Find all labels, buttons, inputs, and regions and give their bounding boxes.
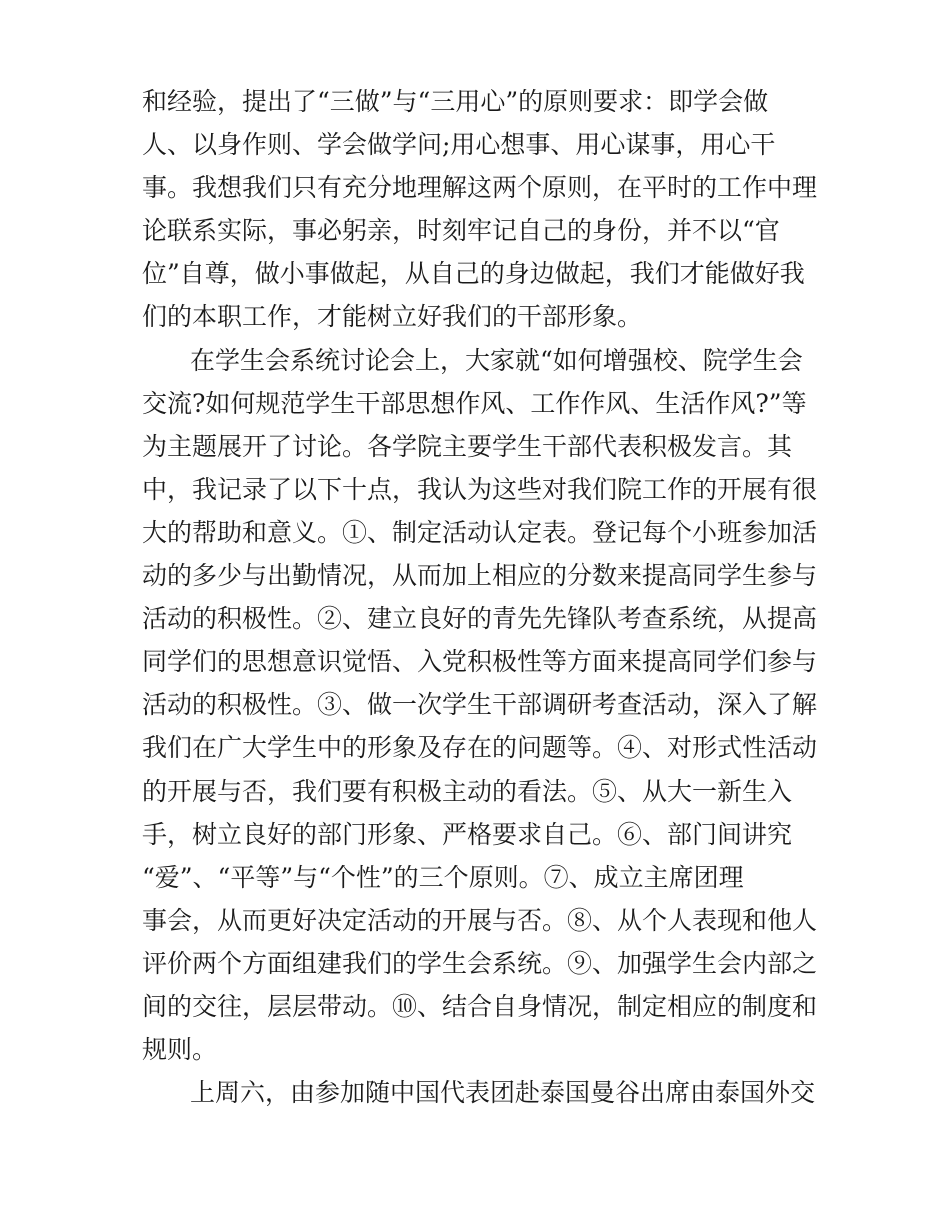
text-line: 事。我想我们只有充分地理解这两个原则，在平时的工作中理 [142, 173, 818, 203]
text-line: 活动的积极性。②、建立良好的青先先锋队考查系统，从提高 [142, 604, 818, 634]
document-body [142, 80, 822, 1114]
text-line: 动的多少与出勤情况，从而加上相应的分数来提高同学生参与 [142, 561, 818, 591]
text-line: 人、以身作则、学会做学问;用心想事、用心谋事，用心干 [142, 130, 776, 160]
text-line: 活动的积极性。③、做一次学生干部调研考查活动，深入了解 [142, 690, 818, 720]
text-line: 评价两个方面组建我们的学生会系统。⑨、加强学生会内部之 [142, 948, 818, 978]
text-line: 间的交往，层层带动。⑩、结合自身情况，制定相应的制度和 [142, 991, 818, 1021]
paragraph-start-line: 在学生会系统讨论会上，大家就“如何增强校、院学生会 [190, 345, 803, 375]
text-line: 手，树立良好的部门形象、严格要求自己。⑥、部门间讲究 [142, 819, 793, 849]
text-line: 交流?如何规范学生干部思想作风、工作作风、生活作风?”等 [142, 388, 807, 418]
text-line: 的开展与否，我们要有积极主动的看法。⑤、从大一新生入 [142, 776, 793, 806]
text-line: 中，我记录了以下十点，我认为这些对我们院工作的开展有很 [142, 474, 818, 504]
text-line: 同学们的思想意识觉悟、入党积极性等方面来提高同学们参与 [142, 647, 818, 677]
text-line: 大的帮助和意义。①、制定活动认定表。登记每个小班参加活 [142, 517, 818, 547]
text-line: “爱”、“平等”与“个性”的三个原则。⑦、成立主席团理 [142, 862, 744, 892]
text-line: 事会，从而更好决定活动的开展与否。⑧、从个人表现和他人 [142, 905, 818, 935]
text-line: 们的本职工作，才能树立好我们的干部形象。 [142, 302, 643, 332]
paragraph-start-line: 上周六，由参加随中国代表团赴泰国曼谷出席由泰国外交 [190, 1078, 816, 1108]
text-line: 为主题展开了讨论。各学院主要学生干部代表积极发言。其 [142, 431, 793, 461]
text-line: 和经验，提出了“三做”与“三用心”的原则要求：即学会做 [142, 87, 769, 116]
text-line: 规则。 [142, 1035, 218, 1065]
text-line: 我们在广大学生中的形象及存在的问题等。④、对形式性活动 [142, 733, 818, 763]
text-line: 论联系实际，事必躬亲，时刻牢记自己的身份，并不以“官 [142, 216, 780, 246]
text-line: 位”自尊，做小事做起，从自己的身边做起，我们才能做好我 [142, 259, 805, 289]
